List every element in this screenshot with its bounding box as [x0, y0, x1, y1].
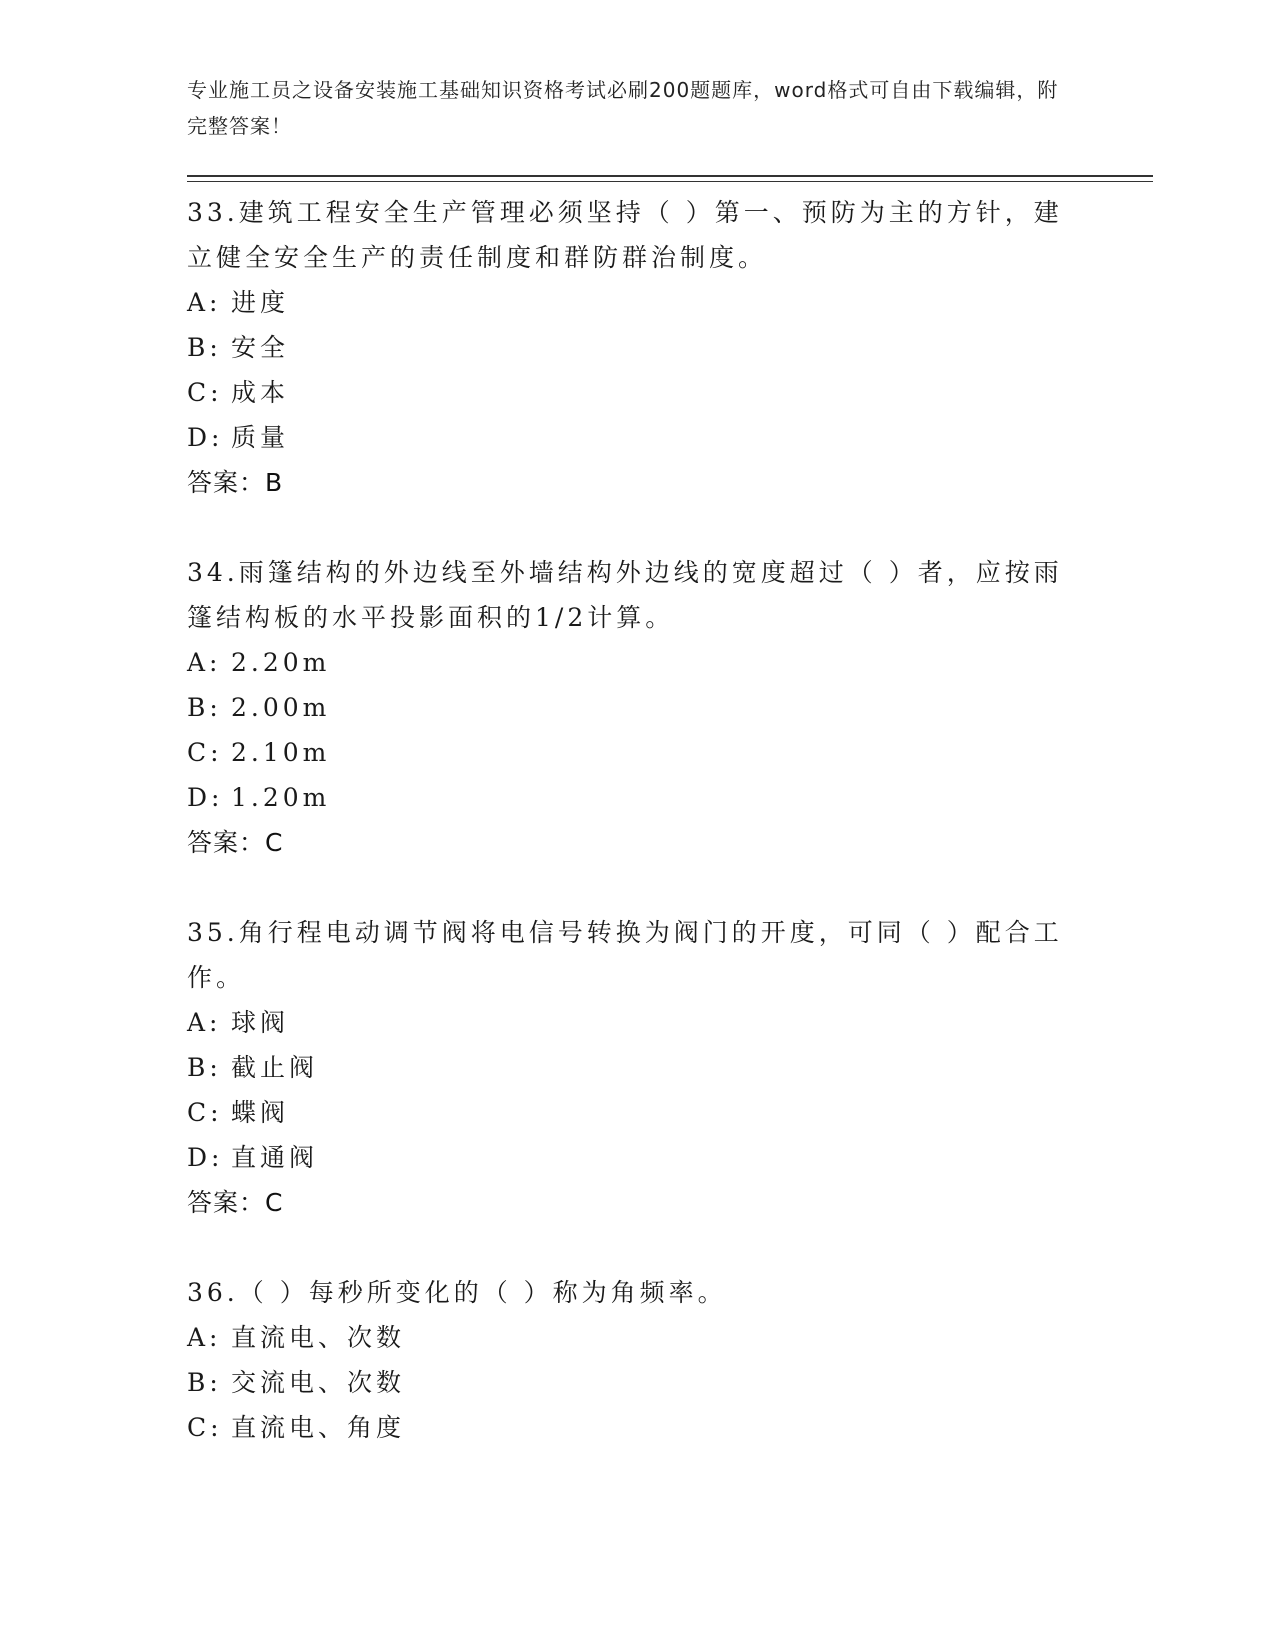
question-text: 36.（ ）每秒所变化的（ ）称为角频率。: [187, 1278, 727, 1307]
option-d: [187, 1135, 1067, 1180]
option-d: [187, 775, 1067, 820]
option-value: 直流电、次数: [231, 1323, 406, 1352]
option-key: C:: [187, 1413, 223, 1442]
option-b: [187, 685, 1067, 730]
option-key: D:: [187, 423, 224, 452]
option-value: 2.10m: [231, 738, 331, 767]
option-c: [187, 1405, 1067, 1450]
option-key: A:: [187, 288, 222, 317]
option-value: 成本: [231, 378, 290, 407]
option-value: 直流电、角度: [231, 1413, 406, 1442]
option-key: B:: [187, 333, 222, 362]
option-key: A:: [187, 1323, 222, 1352]
answer-line: 答案：B: [187, 468, 284, 497]
option-key: A:: [187, 1008, 222, 1037]
option-key: C:: [187, 1098, 223, 1127]
answer-line: 答案：C: [187, 1188, 284, 1217]
option-value: 球阀: [231, 1008, 290, 1037]
option-b: [187, 1045, 1067, 1090]
option-key: B:: [187, 1368, 222, 1397]
option-key: D:: [187, 1143, 224, 1172]
option-a: [187, 1315, 1067, 1360]
document-header: 专业施工员之设备安装施工基础知识资格考试必刷200题题库，word格式可自由下载编辑，附完整答案！: [187, 78, 1059, 138]
question-text: 33.建筑工程安全生产管理必须坚持（ ）第一、预防为主的方针，建立健全安全生产的责任制度和群防群治制度。: [187, 198, 1063, 272]
option-key: B:: [187, 693, 222, 722]
question-35: [187, 910, 1067, 1225]
option-c: [187, 1090, 1067, 1135]
question-list: [187, 190, 1067, 1495]
option-value: 2.20m: [231, 648, 331, 677]
option-key: B:: [187, 1053, 222, 1082]
option-key: D:: [187, 783, 224, 812]
option-value: 进度: [231, 288, 290, 317]
question-text: 34.雨篷结构的外边线至外墙结构外边线的宽度超过（ ）者，应按雨篷结构板的水平投影面积的1/2计算。: [187, 558, 1063, 632]
option-d: [187, 415, 1067, 460]
option-key: C:: [187, 738, 223, 767]
option-value: 1.20m: [231, 783, 331, 812]
option-c: [187, 370, 1067, 415]
option-value: 安全: [231, 333, 290, 362]
question-text: 35.角行程电动调节阀将电信号转换为阀门的开度，可同（ ）配合工作。: [187, 918, 1063, 992]
question-34: [187, 550, 1067, 865]
option-a: [187, 640, 1067, 685]
option-b: [187, 1360, 1067, 1405]
option-a: [187, 1000, 1067, 1045]
question-36: [187, 1270, 1067, 1450]
option-value: 2.00m: [231, 693, 331, 722]
header-divider-thick: [187, 175, 1153, 177]
answer-line: 答案：C: [187, 828, 284, 857]
option-key: A:: [187, 648, 222, 677]
option-value: 蝶阀: [231, 1098, 290, 1127]
option-value: 直通阀: [231, 1143, 319, 1172]
option-value: 交流电、次数: [231, 1368, 406, 1397]
option-b: [187, 325, 1067, 370]
question-33: [187, 190, 1067, 505]
option-c: [187, 730, 1067, 775]
option-value: 质量: [231, 423, 290, 452]
option-key: C:: [187, 378, 223, 407]
option-a: [187, 280, 1067, 325]
header-divider-thin: [187, 181, 1153, 182]
option-value: 截止阀: [231, 1053, 319, 1082]
